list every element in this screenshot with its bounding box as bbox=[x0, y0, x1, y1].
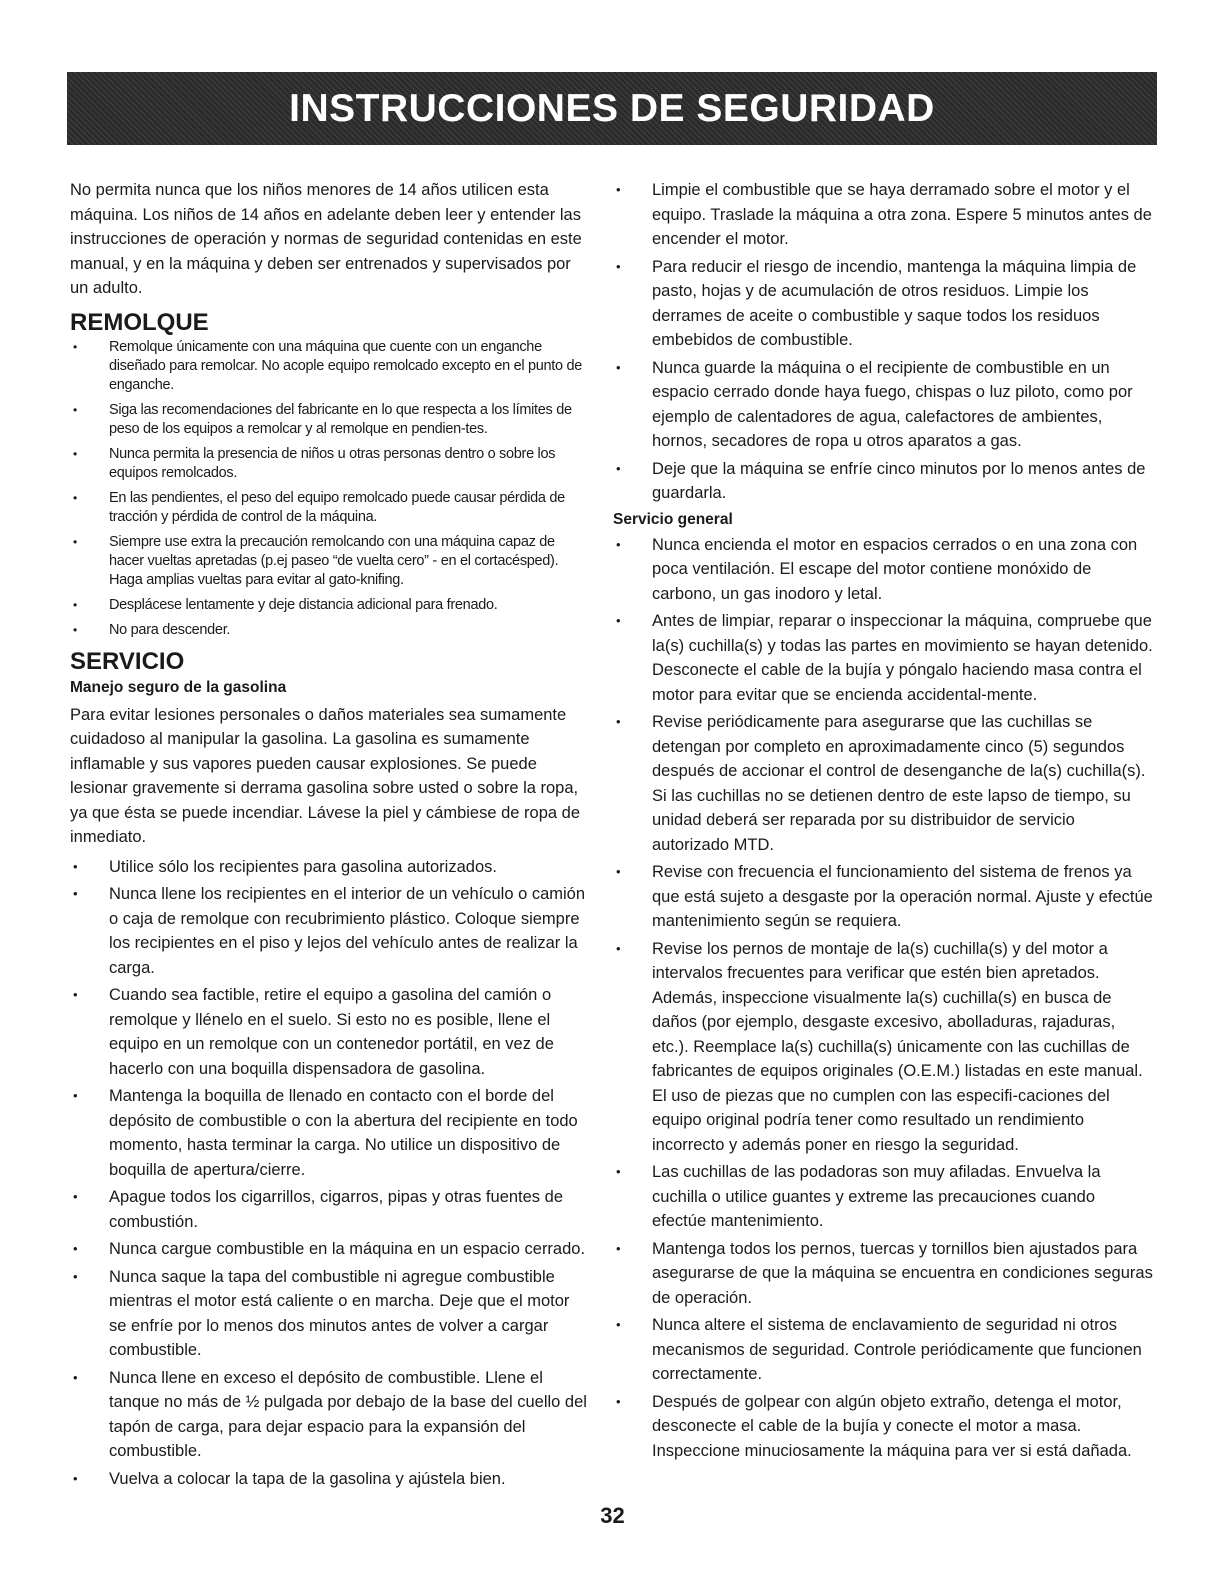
remolque-list bbox=[70, 338, 590, 640]
servicio-general-heading: Servicio general bbox=[613, 510, 733, 528]
list-item: • Limpie el combustible que se haya derramado sobre el motor y el equipo. Traslade la máquina a otra zona. Espere 5 minutos antes de encender el motor. bbox=[613, 178, 1153, 252]
list-item: • Siempre use extra la precaución remolcando con una máquina capaz de hacer vueltas apretadas (p.ej paseo “de vuelta cero” - en el cortacésped). Haga amplias vueltas para evitar al gato-knifing. bbox=[70, 533, 590, 590]
list-item: • Mantenga todos los pernos, tuercas y tornillos bien ajustados para asegurarse de que la máquina se encuentra en condiciones seguras de operación. bbox=[613, 1237, 1153, 1311]
servicio-heading: SERVICIO bbox=[70, 647, 185, 675]
list-item: • Nunca saque la tapa del combustible ni agregue combustible mientras el motor está caliente o en marcha. Deje que el motor se enfríe por lo menos dos minutos antes de volver a cargar combustible. bbox=[70, 1265, 590, 1363]
left-column bbox=[70, 178, 590, 1491]
list-item: • Nunca encienda el motor en espacios cerrados o en una zona con poca ventilación. El escape del motor contiene monóxido de carbono, un gas inodoro y letal. bbox=[613, 533, 1153, 607]
list-item: • Cuando sea factible, retire el equipo a gasolina del camión o remolque y llénelo en el suelo. Si esto no es posible, llene el equipo en un remolque con un contenedor portátil, en vez de hacerlo con una boquilla dispensadora de gasolina. bbox=[70, 983, 590, 1081]
list-item: • Remolque únicamente con una máquina que cuente con un enganche diseñado para remolcar. No acople equipo remolcado excepto en el punto de enganche. bbox=[70, 338, 590, 395]
gasolina-list bbox=[70, 855, 590, 1492]
list-item: • No para descender. bbox=[70, 621, 590, 640]
list-item: • Nunca cargue combustible en la máquina en un espacio cerrado. bbox=[70, 1237, 590, 1262]
list-item: • Para reducir el riesgo de incendio, mantenga la máquina limpia de pasto, hojas y de acumulación de otros residuos. Limpie los derrames de aceite o combustible y saque todos los residuos embebidos de combustible. bbox=[613, 255, 1153, 353]
remolque-heading: REMOLQUE bbox=[70, 308, 209, 336]
list-item: • Nunca llene los recipientes en el interior de un vehículo o camión o caja de remolque con recubrimiento plástico. Coloque siempre los recipientes en el piso y lejos del vehículo antes de realizar la carga. bbox=[70, 882, 590, 980]
list-item: • Nunca llene en exceso el depósito de combustible. Llene el tanque no más de ½ pulgada por debajo de la base del cuello del tapón de carga, para dejar espacio para la expansión del combustible. bbox=[70, 1366, 590, 1464]
list-item: • Siga las recomendaciones del fabricante en lo que respecta a los límites de peso de los equipos a remolcar y al remolque en pendien-tes. bbox=[70, 401, 590, 439]
right-column bbox=[613, 178, 1153, 1463]
list-item: • Nunca guarde la máquina o el recipiente de combustible en un espacio cerrado donde haya fuego, chispas o luz piloto, como por ejemplo de calentadores de agua, calefactores de ambientes, hornos, secadores de ropa u otros aparatos a gas. bbox=[613, 356, 1153, 454]
list-item: • Utilice sólo los recipientes para gasolina autorizados. bbox=[70, 855, 590, 880]
gasolina-subheading: Manejo seguro de la gasolina bbox=[70, 678, 287, 696]
list-item: • Revise los pernos de montaje de la(s) cuchilla(s) y del motor a intervalos frecuentes para verificar que estén bien apretados. Además, inspeccione visualmente la(s) cuchilla(s) en busca de daños (por ejemplo, desgaste excesivo, abolladuras, rajaduras, etc.). Reemplace la(s) cuchilla(s) únicamente con las cuchillas de fabricantes de equipos originales (O.E.M.) listadas en este manual. El uso de piezas que no cumplen con las especifi-caciones del equipo original podría tener como resultado un rendimiento incorrecto y además poner en riesgo la seguridad. bbox=[613, 937, 1153, 1158]
list-item: • Revise con frecuencia el funcionamiento del sistema de frenos ya que está sujeto a desgaste por la operación normal. Ajuste y efectúe mantenimiento según se requiera. bbox=[613, 860, 1153, 934]
servicio-general-list bbox=[613, 533, 1153, 1464]
list-item: • Después de golpear con algún objeto extraño, detenga el motor, desconecte el cable de la bujía y conecte el motor a masa. Inspeccione minuciosamente la máquina para ver si está dañada. bbox=[613, 1390, 1153, 1464]
banner-title: INSTRUCCIONES DE SEGURIDAD bbox=[289, 86, 935, 130]
section-banner bbox=[67, 72, 1157, 145]
list-item: • Vuelva a colocar la tapa de la gasolina y ajústela bien. bbox=[70, 1467, 590, 1492]
page-number: 32 bbox=[600, 1503, 625, 1528]
list-item: • Nunca altere el sistema de enclavamiento de seguridad ni otros mecanismos de seguridad. Controle periódicamente que funcionen correctamente. bbox=[613, 1313, 1153, 1387]
list-item: • Mantenga la boquilla de llenado en contacto con el borde del depósito de combustible o con la abertura del recipiente en todo momento, hasta terminar la carga. No utilice un dispositivo de boquilla de apertura/cierre. bbox=[70, 1084, 590, 1182]
list-item: • Desplácese lentamente y deje distancia adicional para frenado. bbox=[70, 596, 590, 615]
gasolina-paragraph: Para evitar lesiones personales o daños materiales sea sumamente cuidadoso al manipular la gasolina. La gasolina es sumamente inflamable y sus vapores pueden causar explosiones. Se puede lesionar gravemente si derrama gasolina sobre usted o sobre la ropa, ya que ésta se puede incendiar. Lávese la piel y cámbiese de ropa de inmediato. bbox=[70, 705, 581, 846]
list-item: • Nunca permita la presencia de niños u otras personas dentro o sobre los equipos remolcados. bbox=[70, 445, 590, 483]
list-item: • Las cuchillas de las podadoras son muy afiladas. Envuelva la cuchilla o utilice guantes y extreme las precauciones cuando efectúe mantenimiento. bbox=[613, 1160, 1153, 1234]
combustible-list bbox=[613, 178, 1153, 506]
list-item: • En las pendientes, el peso del equipo remolcado puede causar pérdida de tracción y pérdida de control de la máquina. bbox=[70, 489, 590, 527]
list-item: • Deje que la máquina se enfríe cinco minutos por lo menos antes de guardarla. bbox=[613, 457, 1153, 506]
list-item: • Antes de limpiar, reparar o inspeccionar la máquina, compruebe que la(s) cuchilla(s) y todas las partes en movimiento se hayan detenido. Desconecte el cable de la bujía y póngalo haciendo masa contra el motor para evitar que se encienda accidental-mente. bbox=[613, 609, 1153, 707]
list-item: • Revise periódicamente para asegurarse que las cuchillas se detengan por completo en aproximadamente cinco (5) segundos después de accionar el control de desenganche de la(s) cuchilla(s). Si las cuchillas no se detienen dentro de este lapso de tiempo, su unidad deberá ser reparada por su distribuidor de servicio autorizado MTD. bbox=[613, 710, 1153, 857]
intro-paragraph: No permita nunca que los niños menores de 14 años utilicen esta máquina. Los niños de 14 años en adelante deben leer y entender las instrucciones de operación y normas de seguridad contenidas en este manual, y en la máquina y deben ser entrenados y supervisados por un adulto. bbox=[70, 181, 582, 297]
list-item: • Apague todos los cigarrillos, cigarros, pipas y otras fuentes de combustión. bbox=[70, 1185, 590, 1234]
